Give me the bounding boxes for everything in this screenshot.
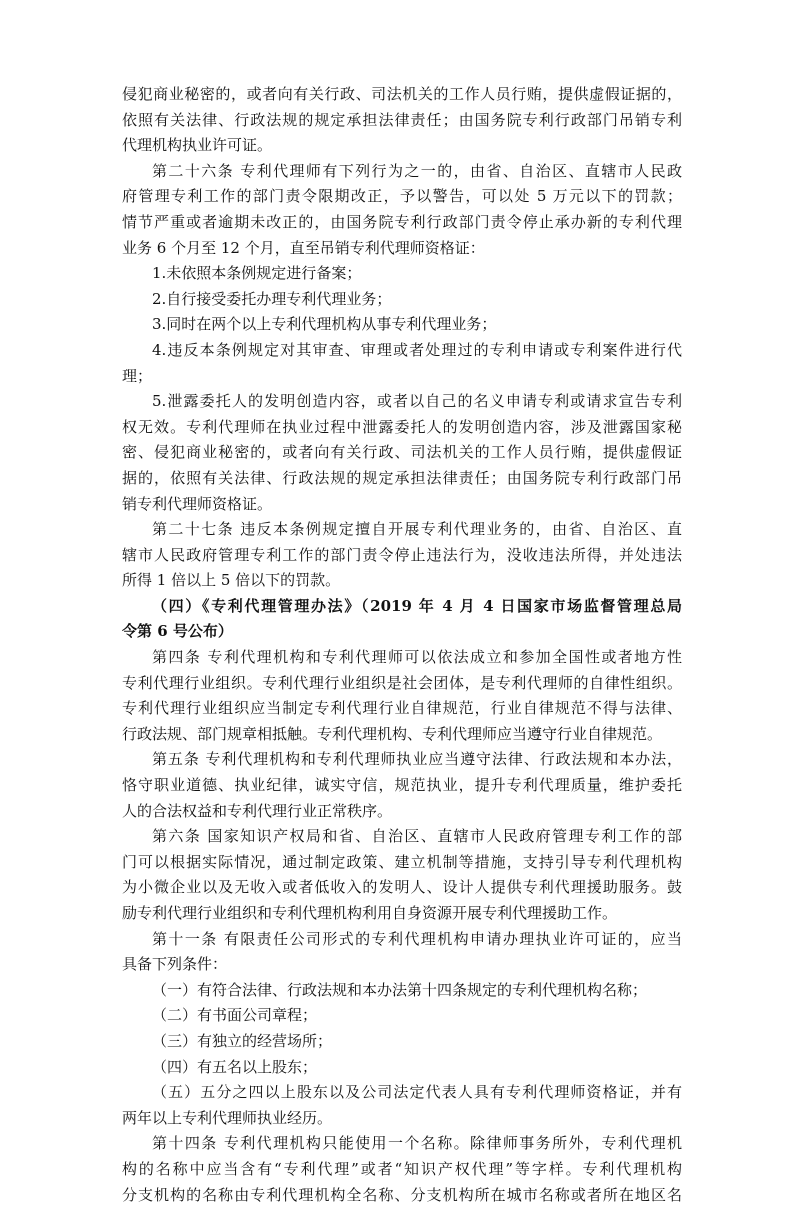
text-line: 据的，依照有关法律、行政法规的规定承担法律责任；由国务院专利行政部门吊: [122, 468, 682, 487]
text-line: 理；: [122, 366, 153, 385]
text-line: 1.未依照本条例规定进行备案；: [152, 264, 362, 283]
text-line: 代理机构执业许可证。: [122, 136, 273, 155]
text-line: 令第 6 号公布）: [122, 622, 233, 641]
text-line: 励专利代理行业组织和专利代理机构利用自身资源开展专利代理援助工作。: [122, 904, 618, 922]
text-line: （四）《专利代理管理办法》（2019 年 4 月 4 日国家市场监督管理总局: [152, 596, 682, 615]
text-line: 第四条 专利代理机构和专利代理师可以依法成立和参加全国性或者地方性: [152, 648, 682, 667]
text-line: （二）有书面公司章程；: [152, 1006, 318, 1025]
text-line: 构的名称中应当含有“专利代理”或者“知识产权代理”等字样。专利代理机构: [122, 1159, 682, 1178]
text-line: 5.泄露委托人的发明创造内容，或者以自己的名义申请专利或请求宣告专利: [152, 392, 682, 411]
text-line: 情节严重或者逾期未改正的，由国务院专利行政部门责令停止承办新的专利代理: [122, 212, 682, 231]
text-line: （三）有独立的经营场所；: [152, 1031, 333, 1050]
text-line: 府管理专利工作的部门责令限期改正，予以警告，可以处 5 万元以下的罚款；: [122, 187, 682, 206]
document-body: [122, 82, 682, 1208]
text-line: 门可以根据实际情况，通过制定政策、建立机制等措施，支持引导专利代理机构: [122, 852, 682, 871]
text-line: 2.自行接受委托办理专利代理业务；: [152, 289, 392, 308]
text-line: 4.违反本条例规定对其审查、审理或者处理过的专利申请或专利案件进行代: [152, 340, 682, 359]
text-line: 两年以上专利代理师执业经历。: [122, 1108, 333, 1127]
text-line: 侵犯商业秘密的，或者向有关行政、司法机关的工作人员行贿，提供虚假证据的，: [122, 85, 682, 103]
text-line: 具备下列条件：: [122, 955, 228, 974]
text-line: （一）有符合法律、行政法规和本办法第十四条规定的专利代理机构名称；: [152, 980, 648, 999]
text-line: 3.同时在两个以上专利代理机构从事专利代理业务；: [152, 315, 497, 334]
text-line: 行政法规、部门规章相抵触。专利代理机构、专利代理师应当遵守行业自律规范。: [122, 724, 663, 743]
text-line: 辖市人民政府管理专利工作的部门责令停止违法行为，没收违法所得，并处违法: [122, 545, 682, 564]
text-line: 第二十六条 专利代理师有下列行为之一的，由省、自治区、直辖市人民政: [152, 161, 682, 180]
text-line: （五）五分之四以上股东以及公司法定代表人具有专利代理师资格证，并有: [152, 1083, 682, 1102]
text-line: 销专利代理师资格证。: [122, 494, 273, 513]
text-line: 业务 6 个月至 12 个月，直至吊销专利代理师资格证：: [122, 238, 485, 257]
text-line: 为小微企业以及无收入或者低收入的发明人、设计人提供专利代理援助服务。鼓: [122, 878, 682, 897]
text-line: 第十一条 有限责任公司形式的专利代理机构申请办理执业许可证的，应当: [152, 929, 682, 948]
text-line: 分支机构的名称由专利代理机构全名称、分支机构所在城市名称或者所在地区名: [122, 1185, 682, 1204]
text-line: 依照有关法律、行政法规的规定承担法律责任；由国务院专利行政部门吊销专利: [122, 110, 682, 129]
text-line: （四）有五名以上股东；: [152, 1057, 318, 1076]
text-line: 权无效。专利代理师在执业过程中泄露委托人的发明创造内容，涉及泄露国家秘: [122, 417, 682, 436]
text-line: 密、侵犯商业秘密的，或者向有关行政、司法机关的工作人员行贿，提供虚假证: [122, 443, 682, 462]
text-line: 第二十七条 违反本条例规定擅自开展专利代理业务的，由省、自治区、直: [152, 520, 682, 539]
text-line: 人的合法权益和专利代理行业正常秩序。: [122, 801, 393, 820]
text-line: 第十四条 专利代理机构只能使用一个名称。除律师事务所外，专利代理机: [152, 1134, 682, 1153]
text-line: 第六条 国家知识产权局和省、自治区、直辖市人民政府管理专利工作的部: [152, 827, 682, 846]
text-line: 恪守职业道德、执业纪律，诚实守信，规范执业，提升专利代理质量，维护委托: [122, 776, 682, 795]
text-line: 第五条 专利代理机构和专利代理师执业应当遵守法律、行政法规和本办法，: [152, 750, 682, 769]
text-line: 专利代理行业组织应当制定专利代理行业自律规范，行业自律规范不得与法律、: [122, 699, 682, 718]
text-line: 所得 1 倍以上 5 倍以下的罚款。: [122, 571, 341, 590]
text-line: 专利代理行业组织。专利代理行业组织是社会团体，是专利代理师的自律性组织。: [122, 673, 682, 692]
